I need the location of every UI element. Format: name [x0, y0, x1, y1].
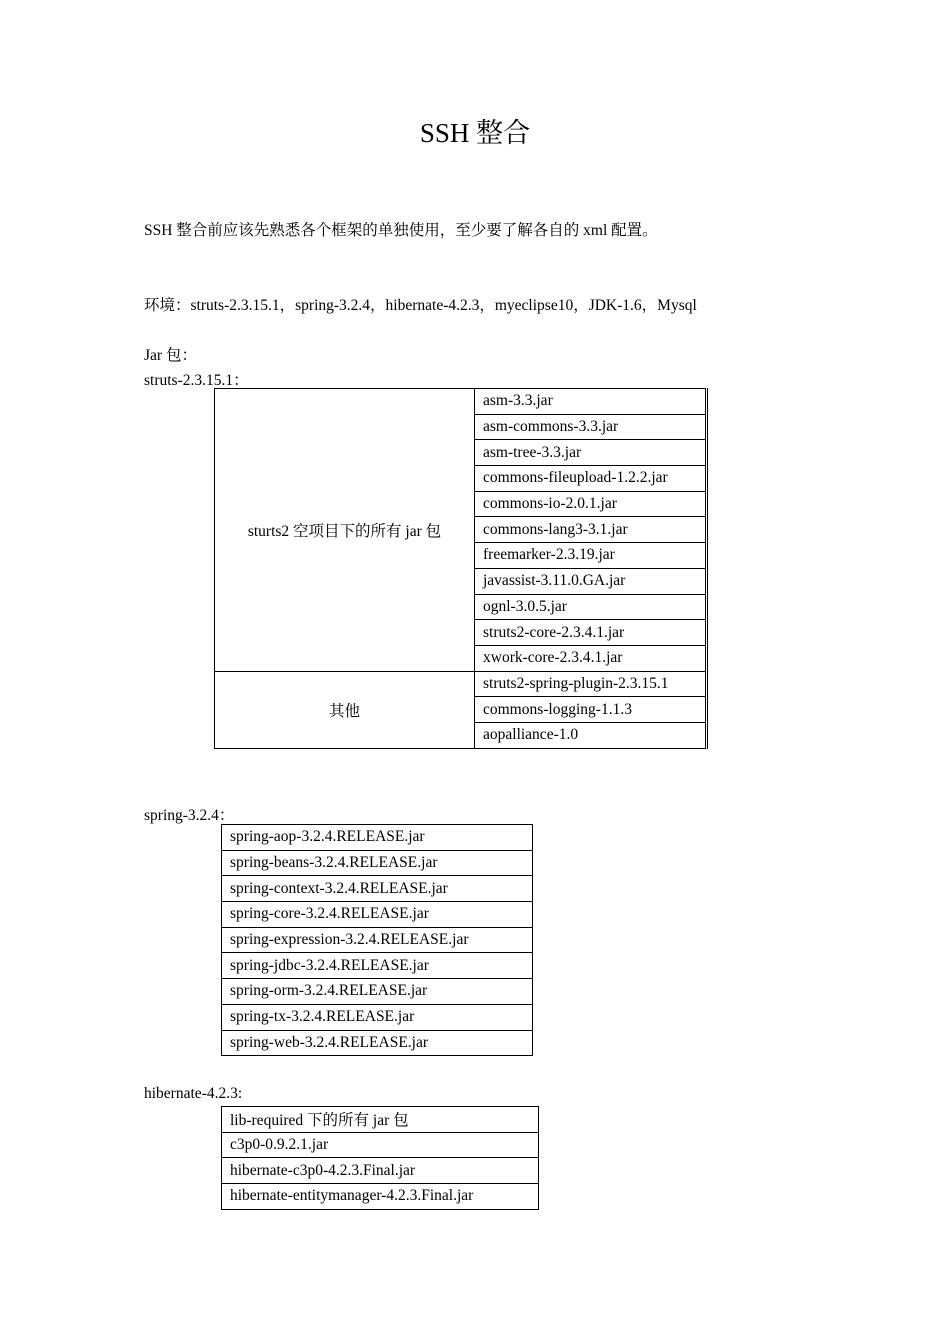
spring-jar-table	[221, 824, 533, 1056]
group-label-cell: sturts2 空项目下的所有 jar 包	[215, 389, 475, 672]
jar-name-cell: spring-aop-3.2.4.RELEASE.jar	[222, 825, 533, 851]
jar-name-cell: hibernate-entitymanager-4.2.3.Final.jar	[222, 1184, 539, 1210]
jar-name-cell: spring-orm-3.2.4.RELEASE.jar	[222, 979, 533, 1005]
table-row	[222, 850, 533, 876]
spring-heading: spring-3.2.4：	[144, 807, 235, 824]
intro-paragraph: SSH 整合前应该先熟悉各个框架的单独使用，至少要了解各自的 xml 配置。	[144, 222, 658, 239]
table-row	[222, 953, 533, 979]
jar-name-cell: struts2-spring-plugin-2.3.15.1	[475, 671, 707, 697]
jar-name-cell: asm-commons-3.3.jar	[475, 414, 707, 440]
jar-name-cell: hibernate-c3p0-4.2.3.Final.jar	[222, 1158, 539, 1184]
table-row	[215, 389, 707, 415]
jar-name-cell: spring-jdbc-3.2.4.RELEASE.jar	[222, 953, 533, 979]
table-row	[222, 1004, 533, 1030]
jar-name-cell: lib-required 下的所有 jar 包	[222, 1107, 539, 1133]
jar-name-cell: xwork-core-2.3.4.1.jar	[475, 645, 707, 671]
jar-name-cell: aopalliance-1.0	[475, 722, 707, 748]
jar-name-cell: commons-io-2.0.1.jar	[475, 491, 707, 517]
jar-heading: Jar 包：	[144, 347, 197, 364]
jar-name-cell: commons-lang3-3.1.jar	[475, 517, 707, 543]
jar-name-cell: commons-fileupload-1.2.2.jar	[475, 466, 707, 492]
table-row	[222, 927, 533, 953]
environment-paragraph: 环境：struts-2.3.15.1，spring-3.2.4，hibernate-4.2.3，myeclipse10，JDK-1.6，Mysql	[144, 297, 697, 314]
jar-name-cell: javassist-3.11.0.GA.jar	[475, 568, 707, 594]
jar-name-cell: commons-logging-1.1.3	[475, 697, 707, 723]
table-row	[222, 979, 533, 1005]
hibernate-jar-table	[221, 1106, 539, 1210]
table-row	[222, 902, 533, 928]
struts-heading: struts-2.3.15.1：	[144, 372, 249, 389]
jar-name-cell: spring-beans-3.2.4.RELEASE.jar	[222, 850, 533, 876]
jar-name-cell: spring-expression-3.2.4.RELEASE.jar	[222, 927, 533, 953]
table-row	[222, 1107, 539, 1133]
jar-name-cell: asm-tree-3.3.jar	[475, 440, 707, 466]
page-title: SSH 整合	[419, 118, 531, 148]
group-label-cell: 其他	[215, 671, 475, 748]
jar-name-cell: ognl-3.0.5.jar	[475, 594, 707, 620]
jar-name-cell: spring-core-3.2.4.RELEASE.jar	[222, 902, 533, 928]
jar-name-cell: freemarker-2.3.19.jar	[475, 543, 707, 569]
table-row	[222, 1132, 539, 1158]
table-row	[222, 876, 533, 902]
jar-name-cell: spring-tx-3.2.4.RELEASE.jar	[222, 1004, 533, 1030]
table-row	[215, 671, 707, 697]
table-row	[222, 1158, 539, 1184]
jar-name-cell: c3p0-0.9.2.1.jar	[222, 1132, 539, 1158]
jar-name-cell: struts2-core-2.3.4.1.jar	[475, 620, 707, 646]
table-row	[222, 825, 533, 851]
table-row	[222, 1030, 533, 1056]
jar-name-cell: spring-web-3.2.4.RELEASE.jar	[222, 1030, 533, 1056]
jar-name-cell: asm-3.3.jar	[475, 389, 707, 415]
struts-jar-table	[214, 388, 708, 749]
hibernate-heading: hibernate-4.2.3:	[144, 1085, 243, 1102]
jar-name-cell: spring-context-3.2.4.RELEASE.jar	[222, 876, 533, 902]
table-row	[222, 1184, 539, 1210]
